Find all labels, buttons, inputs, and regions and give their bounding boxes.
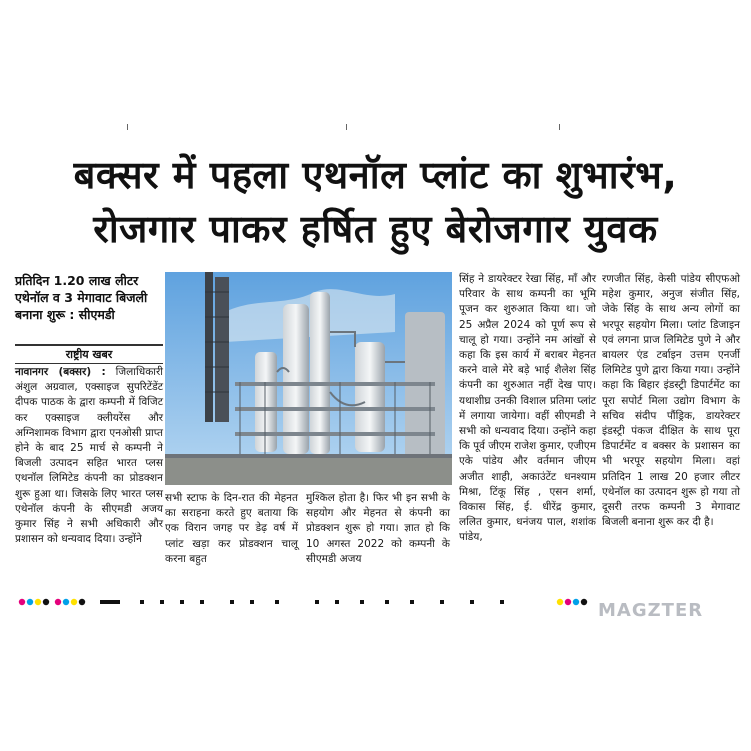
dateline: नावानगर (बक्सर) : <box>15 366 106 378</box>
plant-illustration <box>165 272 452 485</box>
article-column-5: रणजीत सिंह, केसी पांडेय सीएफओ महेश कुमार, अनुज संजीत सिंह, जेके सिंह के साथ अन्य लोगों का भरपूर सहयोग मिला। प्लांट डिजाइन एवं लगना प्राज लिमिटेड पुणे ने और बायलर एंड टर्बाइन उत्तम एनर्जी लिमिटेड पुणे द्वारा किया गया। उन्होंने कहा कि बिहार इंडस्ट्री डिपार्टमेंट का पूरा सपोर्ट मिला उद्योग विभाग के सचिव संदीप पौंड्रिक, डायरेक्टर इंडस्ट्री पंकज दीक्षित के साथ पूरा डिपार्टमेंट व बक्सर के प्रशासन का भी भरपूर सहयोग मिला। वहां प्रतिदिन 1 लाख 20 हजार लीटर एथेनॉल का उत्पादन शुरू हो गया तो दूसरी तरफ कम्पनी 3 मेगावाट बिजली बनाना शुरू कर दी है। <box>602 273 740 529</box>
magzter-watermark: MAGZTER <box>598 600 704 621</box>
crop-mark <box>346 124 347 130</box>
headline-line-2: रोजगार पाकर हर्षित हुए बेरोजगार युवक <box>93 207 658 251</box>
article-column-3: मुश्किल होता है। फिर भी इन सभी के सहयोग और मेहनत से कंपनी का प्रोडक्शन शुरू हो गया। ज्ञात हो कि 10 अगस्त 2022 को कम्पनी के सीएमडी अजय <box>306 492 450 565</box>
headline-line-1: बक्सर में पहला एथनॉल प्लांट का शुभारंभ, <box>73 153 678 197</box>
article-column-4: सिंह ने डायरेक्टर रेखा सिंह, माँ और परिवार के साथ कम्पनी का भूमि पूजन कर शुरुआत किया था। जो 25 अप्रैल 2024 को पूर्ण रूप से चालू हो गया। उन्होंने नम आंखों से कहा कि इस कार्य में बराबर मेहनत करने वाले मेरे बड़े भाई शैलेश सिंह कंपनी का शुरुआत नहीं देख पाए। यथाशीघ्र उनकी विशाल प्रतिमा प्लांट में लगाया जायेगा। वहीं सीएमडी ने सभी को धन्यवाद दिया। उन्होंने कहा कि पूर्व जीएम राजेश कुमार, एजीएम एके पांडेय और वर्तमान जीएम अजीत शाही, अकाउंटेंट धनश्याम मिश्रा, टिंकू सिंह , एसन शर्मा, विकास सिंह, ई. धीरेंद्र कुमार, ललित कुमार, धनंजय पाल, शशांक पांडेय, <box>459 273 596 544</box>
article-column-1 <box>15 365 163 547</box>
column-1-text: जिलाधिकारी अंशुल अग्रवाल, एक्साइज सुपरिटेंडेंट दीपक पाठक के द्वारा कम्पनी में विजिट कर एक्साइज क्लीयरेंस और अग्निशामक विभाग द्वारा एनओसी प्राप्त होने के बाद 25 मार्च से कम्पनी ने बिजली उत्पादन सहित भारत प्लस एथनॉल लिमिटेड कंपनी का प्रोडक्शन शुरू हुआ था। जिसके लिए भारत प्लस एथेनॉल कंपनी के सीएमडी अजय कुमार सिंह ने सभी अधिकारी और प्रशासन को धन्यवाद दिया। उन्होंने <box>15 366 163 546</box>
crop-mark <box>127 124 128 130</box>
article-column-2: सभी स्टाफ के दिन-रात की मेहनत का सराहना करते हुए बताया कि एक विरान जगह पर डेढ़ वर्ष में प्लांट खड़ा कर प्रोडक्शन चालू करना बहुत <box>165 492 298 565</box>
byline: राष्ट्रीय खबर <box>15 344 163 364</box>
deck-subhead: प्रतिदिन 1.20 लाख लीटर एथेनॉल व 3 मेगावाट बिजली बनाना शुरू : सीएमडी <box>15 273 148 322</box>
crop-mark <box>559 124 560 130</box>
ethanol-plant-photo <box>165 272 452 485</box>
